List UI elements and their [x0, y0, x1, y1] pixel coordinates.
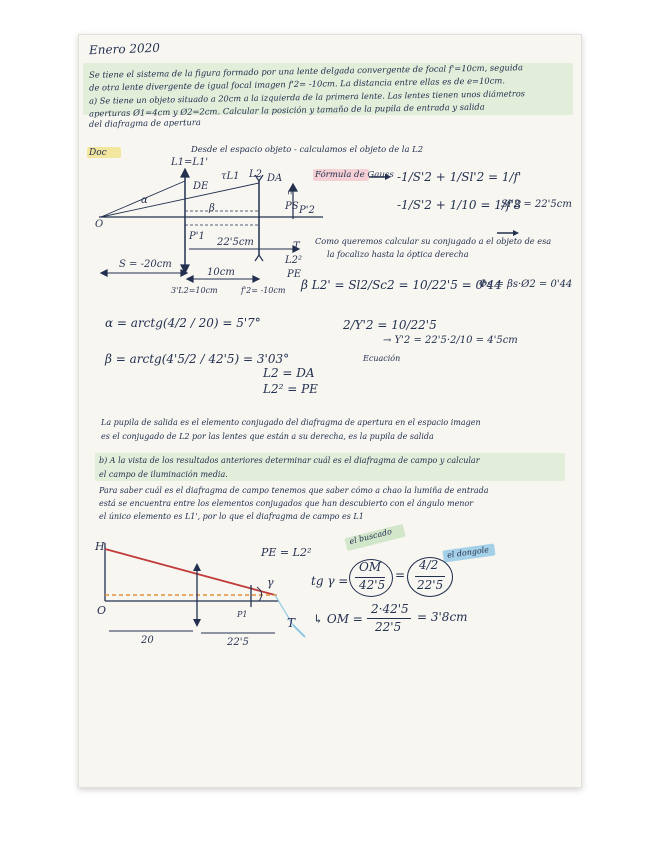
statement-line-4: aperturas Ø1=4cm y Ø2=2cm. Calcular la posición y tamaño de la pupila de entrada y salida	[88, 101, 485, 119]
frac-den: 22'5	[417, 578, 444, 592]
om-result-value: = 3'8cm	[417, 610, 468, 624]
dongole-note: el dongole	[446, 545, 490, 560]
razonamiento-2: está se encuentra entre los elementos conjugados que han descubierto con el ángulo menor	[99, 499, 474, 508]
system-eq1: 2/Y'2 = 10/22'5	[343, 318, 437, 332]
magnification-result: Φs = βs·Ø2 = 0'44	[479, 279, 573, 290]
conclusion-da: L2 = DA	[263, 366, 315, 380]
om-result-lhs: ↳ OM =	[313, 612, 363, 626]
frac-bar	[415, 576, 445, 577]
system-eq2: → Y'2 = 22'5·2/10 = 4'5cm	[383, 335, 518, 346]
page-title: Enero 2020	[88, 40, 161, 58]
field-diagram	[79, 35, 581, 787]
p1-2-label: P1	[237, 610, 248, 619]
d225-label: 22'5	[227, 637, 249, 648]
part-b-line-2: el campo de iluminación media.	[99, 470, 228, 479]
system-caption: Ecuación	[363, 354, 401, 363]
buscado-note: el buscado	[348, 526, 393, 547]
o-label: O	[95, 219, 104, 230]
gamma-label: γ	[267, 576, 274, 589]
p1-label: P'1	[189, 231, 205, 242]
om-result-num: 2·42'5	[371, 602, 409, 616]
alpha-eq: α = arctg(4/2 / 20) = 5'7°	[105, 316, 261, 330]
conjugado-note-1: Como queremos calcular su conjugado a el objeto de esa	[315, 236, 552, 246]
gauss-result: Sl'2 = 22'5cm	[501, 199, 572, 210]
om-num: OM	[359, 560, 382, 574]
da-label: DA	[267, 173, 283, 184]
espacio-objeto-note: Desde el espacio objeto - calculamos el objeto de la L2	[191, 144, 424, 154]
gauss-eq1: -1/S'2 + 1/Sl'2 = 1/f'	[397, 170, 522, 184]
razonamiento-1: Para saber cuál es el diafragma de campo tenemos que saber cómo a chao la lumiña de entrada	[99, 486, 489, 495]
pe-label: PE	[287, 269, 302, 280]
part-b-line-1: b) A la vista de los resultados anteriores determinar cuál es el diafragma de campo y calcular	[99, 456, 480, 465]
notebook-page	[78, 34, 582, 788]
beta-eq: β = arctg(4'5/2 / 42'5) = 3'03°	[105, 352, 290, 366]
statement-line-5: del diafragma de apertura	[88, 117, 201, 129]
statement-line-1: Se tiene el sistema de la figura formado por una lente delgada convergente de focal f'=10cm, seguida	[88, 62, 524, 80]
gauss-eq2: -1/S'2 + 1/10 = 1/f'8	[397, 198, 522, 212]
tg-lhs: tg γ =	[311, 574, 349, 588]
t-label: T	[293, 241, 300, 252]
l2sq-label: L2²	[285, 255, 303, 266]
dim-10-label: 10cm	[207, 267, 235, 278]
s-label: S = -20cm	[119, 259, 172, 270]
razonamiento-3: el único elemento es L1', por lo que el diafragma de campo es L1	[99, 512, 364, 521]
conclusion-pe: L2² = PE	[263, 382, 318, 396]
ps-label: PS	[285, 201, 299, 212]
prime-label: ''	[287, 191, 293, 202]
d20-label: 20	[141, 635, 154, 646]
o2-label: O	[97, 604, 107, 617]
eq-sign-1: =	[395, 568, 406, 582]
om-result-bar	[367, 618, 411, 619]
beta-label: β	[209, 203, 215, 214]
doc-label: Doc	[89, 148, 107, 158]
foot2-label: f'2= -10cm	[241, 286, 286, 295]
statement-line-3: a) Se tiene un objeto situado a 20cm a la izquierda de la primera lente. Las lentes tienen unos diámetros	[88, 88, 525, 106]
magnification-eq: β L2' = Sl2/Sc2 = 10/22'5 = 0'44	[301, 278, 502, 292]
om-result-den: 22'5	[375, 620, 402, 634]
l1-label: L1=L1'	[171, 157, 209, 168]
pupila-note-2: es el conjugado de L2 por las lentes que están a su derecha, es la pupila de salida	[101, 432, 434, 441]
om-den: 42'5	[359, 578, 386, 592]
tl-label: τL1	[221, 171, 240, 182]
pe2-label: PE = L2²	[261, 546, 312, 559]
frac-num: 4/2	[419, 558, 439, 572]
de-label: DE	[193, 181, 209, 192]
dim-225-label: 22'5cm	[217, 237, 254, 248]
conjugado-note-2: la focalizo hasta la óptica derecha	[327, 249, 469, 259]
l2-label: L2	[249, 169, 263, 180]
alpha-label: α	[141, 195, 148, 206]
p2-label: P'2	[299, 205, 315, 216]
foot1-label: 3'L2=10cm	[171, 286, 218, 295]
statement-line-2: de otra lente divergente de igual focal imagen f'2= -10cm. La distancia entre ellas es de e=10cm.	[88, 75, 506, 93]
pupila-note-1: La pupila de salida es el elemento conjugado del diafragma de apertura en el espacio imagen	[101, 418, 481, 427]
h-label: H	[95, 540, 105, 553]
t2-label: T	[287, 616, 296, 630]
gauss-title: Fórmula de Gauss	[315, 170, 394, 180]
